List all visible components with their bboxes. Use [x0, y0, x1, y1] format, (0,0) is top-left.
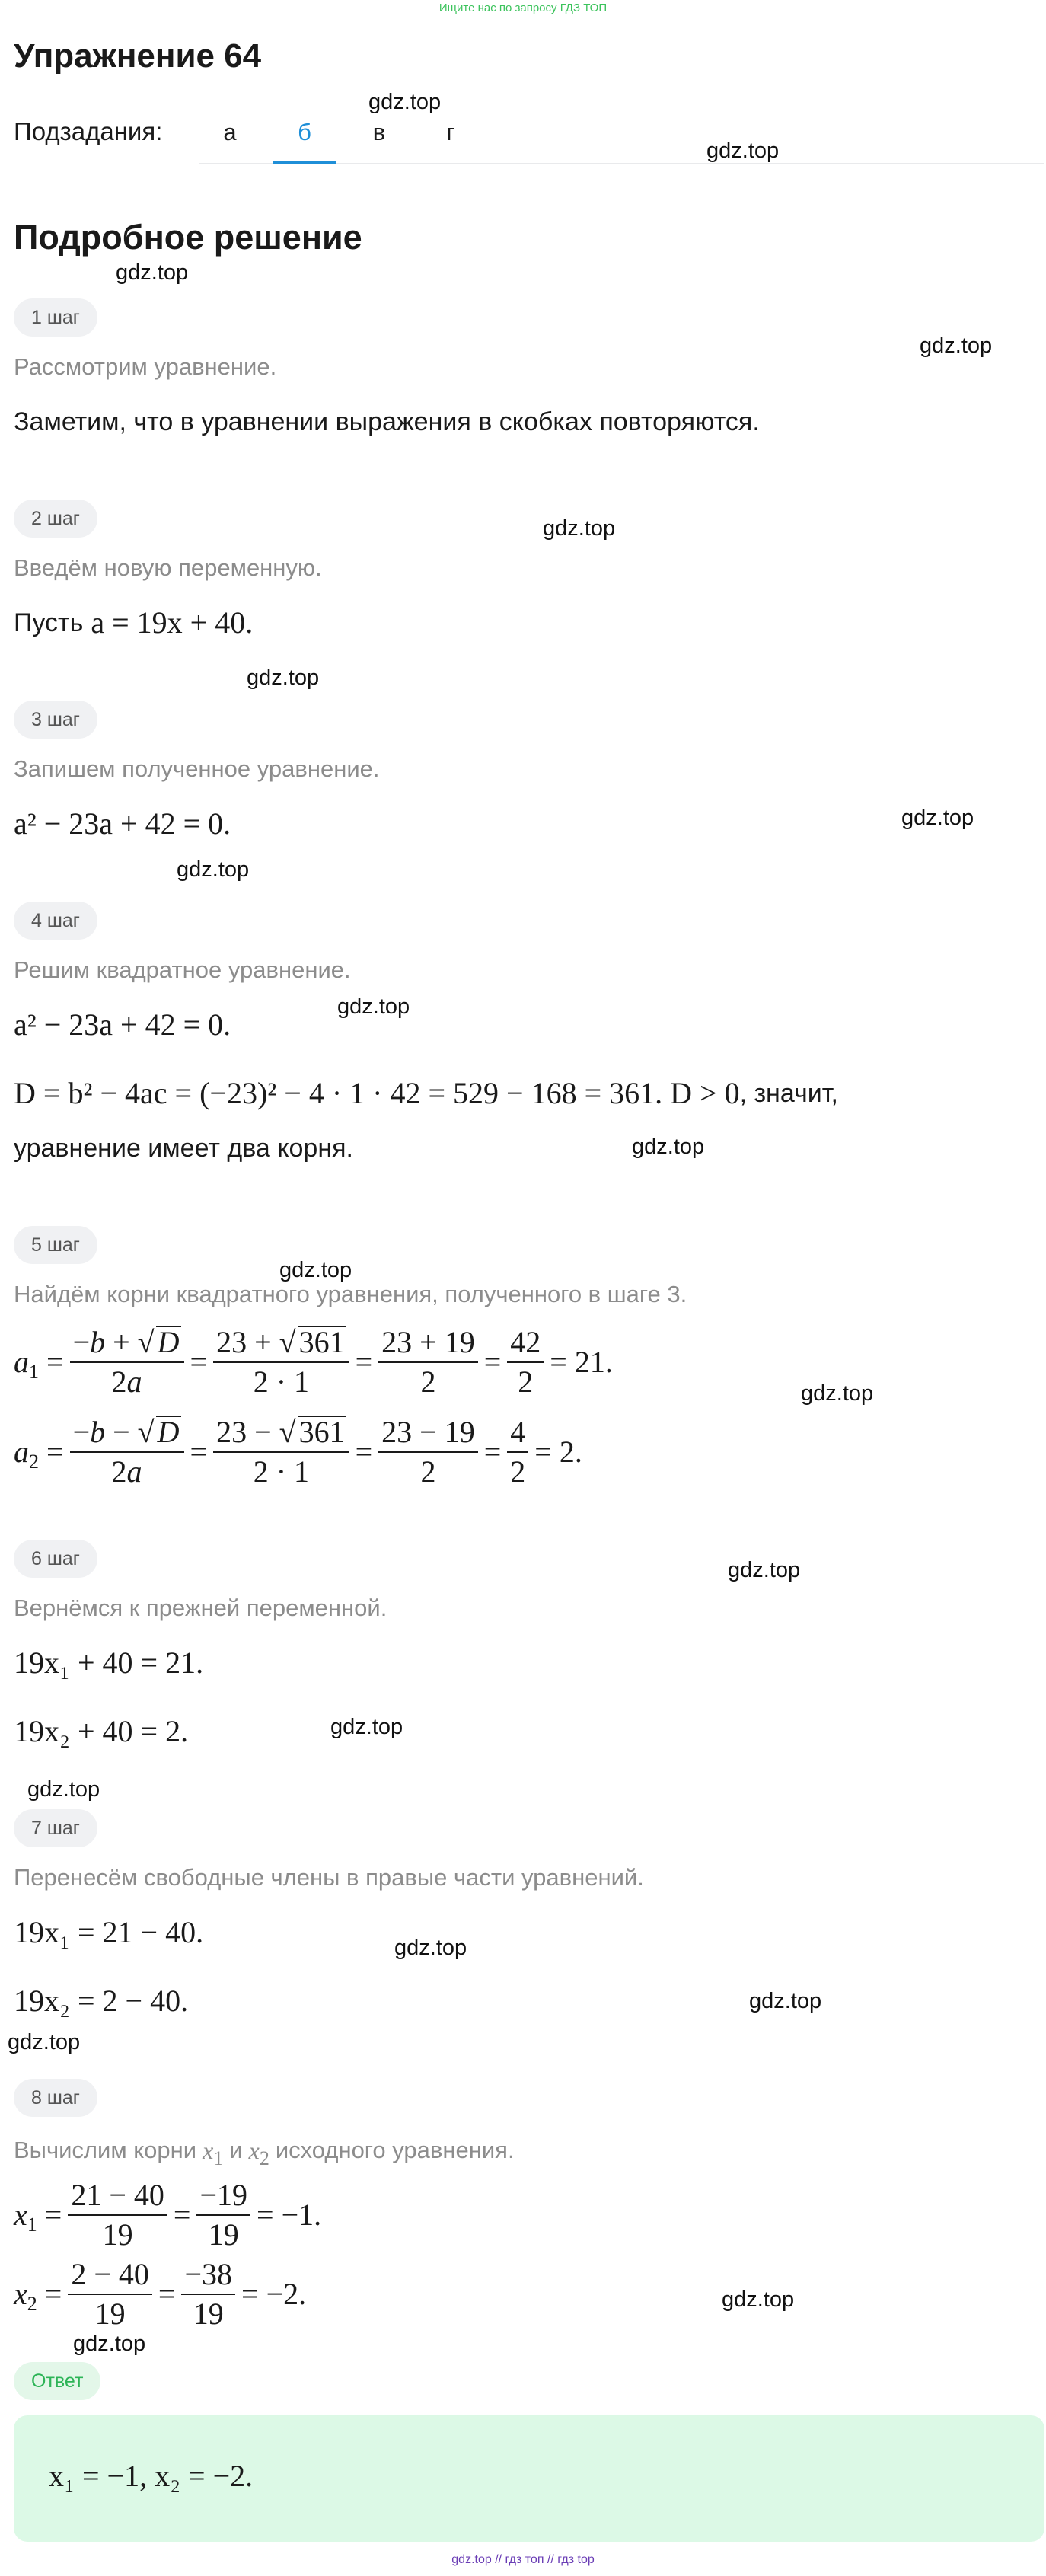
step-2-expr: a = 19x + 40.: [91, 605, 254, 640]
tab-g[interactable]: г: [446, 119, 455, 145]
step-7-expr-1: 19x₁ = 21 − 40.: [14, 1915, 204, 1949]
watermark: gdz.top: [920, 334, 993, 358]
subtasks-label: Подзадания:: [14, 117, 163, 145]
watermark: gdz.top: [73, 2332, 146, 2356]
step-7-expr-2: 19x₂ = 2 − 40.: [14, 1984, 189, 2018]
step-4-title: Решим квадратное уравнение.: [14, 956, 351, 983]
footer-links[interactable]: gdz.top // гдз топ // гдз top: [451, 2553, 595, 2566]
step-3-expr: a² − 23a + 42 = 0.: [14, 806, 231, 841]
step-2-prefix: Пусть: [14, 608, 84, 637]
step-8-root-2: $x_2$ = $\frac{2 - 40}{19}$ = $\frac{-38}{19}$ = −2.: [14, 2257, 307, 2331]
step-7-badge: 7 шаг: [14, 1809, 97, 1847]
watermark: gdz.top: [543, 516, 616, 541]
step-2-line: [14, 605, 253, 641]
top-banner: Ищите нас по запросу ГДЗ ТОП: [438, 2, 608, 14]
step-6-expr-1: 19x₁ + 40 = 21.: [14, 1646, 204, 1680]
subtasks-tabs: [199, 113, 1044, 164]
watermark: gdz.top: [801, 1381, 874, 1406]
watermark: gdz.top: [279, 1258, 352, 1282]
watermark: gdz.top: [177, 857, 250, 882]
watermark: gdz.top: [722, 2287, 795, 2312]
step-6-title: Вернёмся к прежней переменной.: [14, 1594, 387, 1621]
step-4-text: уравнение имеет два корня.: [14, 1134, 353, 1163]
watermark: gdz.top: [247, 666, 320, 690]
tab-a[interactable]: а: [223, 119, 237, 145]
watermark: gdz.top: [706, 139, 780, 163]
solution-title: Подробное решение: [14, 218, 362, 257]
step-1-title: Рассмотрим уравнение.: [14, 353, 277, 380]
step-6-badge: 6 шаг: [14, 1540, 97, 1578]
watermark: gdz.top: [27, 1777, 100, 1802]
step-1-badge: 1 шаг: [14, 298, 97, 337]
watermark: gdz.top: [368, 90, 442, 114]
step-5-badge: 5 шаг: [14, 1226, 97, 1264]
step-5-title: Найдём корни квадратного уравнения, полученного в шаге 3.: [14, 1281, 687, 1307]
watermark: gdz.top: [330, 1715, 403, 1739]
tab-v[interactable]: в: [372, 119, 386, 145]
step-4-discriminant: D = b² − 4ac = (−23)² − 4 · 1 · 42 = 529 − 168 = 361. D > 0: [14, 1076, 740, 1110]
watermark: gdz.top: [116, 260, 189, 285]
step-4-badge: 4 шаг: [14, 902, 97, 940]
step-4-disc-line: [14, 1075, 838, 1112]
step-3-title: Запишем полученное уравнение.: [14, 755, 380, 782]
answer-expr: x₁ = −1, x₂ = −2.: [49, 2459, 254, 2493]
step-2-badge: 2 шаг: [14, 500, 97, 538]
step-8-badge: 8 шаг: [14, 2079, 97, 2117]
answer-badge: Ответ: [14, 2362, 100, 2400]
watermark: gdz.top: [394, 1936, 467, 1960]
watermark: gdz.top: [337, 994, 410, 1019]
step-8-title: Вычислим корни $x_1$ и $x_2$ исходного уравнения.: [14, 2137, 515, 2169]
step-4-disc-tail: , значит,: [739, 1079, 838, 1108]
step-5-root-1: $a_1$ = $\frac{-b + √ D}{2a}$ = $\frac{23 + √ 361}{2 \cdot 1}$ = $\frac{23 + 19}{2}$ = $\frac{42}{2}$ = 21.: [14, 1325, 613, 1399]
watermark: gdz.top: [749, 1989, 822, 2013]
step-1-text: Заметим, что в уравнении выражения в скобках повторяются.: [14, 407, 760, 436]
answer-box: [14, 2415, 1044, 2542]
step-3-badge: 3 шаг: [14, 701, 97, 739]
watermark: gdz.top: [632, 1135, 705, 1159]
step-4-expr: a² − 23a + 42 = 0.: [14, 1007, 231, 1042]
watermark: gdz.top: [901, 806, 974, 830]
step-6-expr-2: 19x₂ + 40 = 2.: [14, 1714, 189, 1748]
watermark: gdz.top: [8, 2030, 81, 2054]
step-5-root-2: $a_2$ = $\frac{-b - √ D}{2a}$ = $\frac{23 - √ 361}{2 \cdot 1}$ = $\frac{23 - 19}{2}$ = $\frac{4}{2}$ = 2.: [14, 1415, 582, 1489]
step-8-root-1: $x_1$ = $\frac{21 - 40}{19}$ = $\frac{-19}{19}$ = −1.: [14, 2178, 322, 2252]
step-7-title: Перенесём свободные члены в правые части уравнений.: [14, 1864, 644, 1891]
watermark: gdz.top: [728, 1558, 801, 1582]
tab-b[interactable]: б: [273, 113, 336, 164]
step-2-title: Введём новую переменную.: [14, 554, 322, 581]
page-title: Упражнение 64: [14, 37, 262, 75]
